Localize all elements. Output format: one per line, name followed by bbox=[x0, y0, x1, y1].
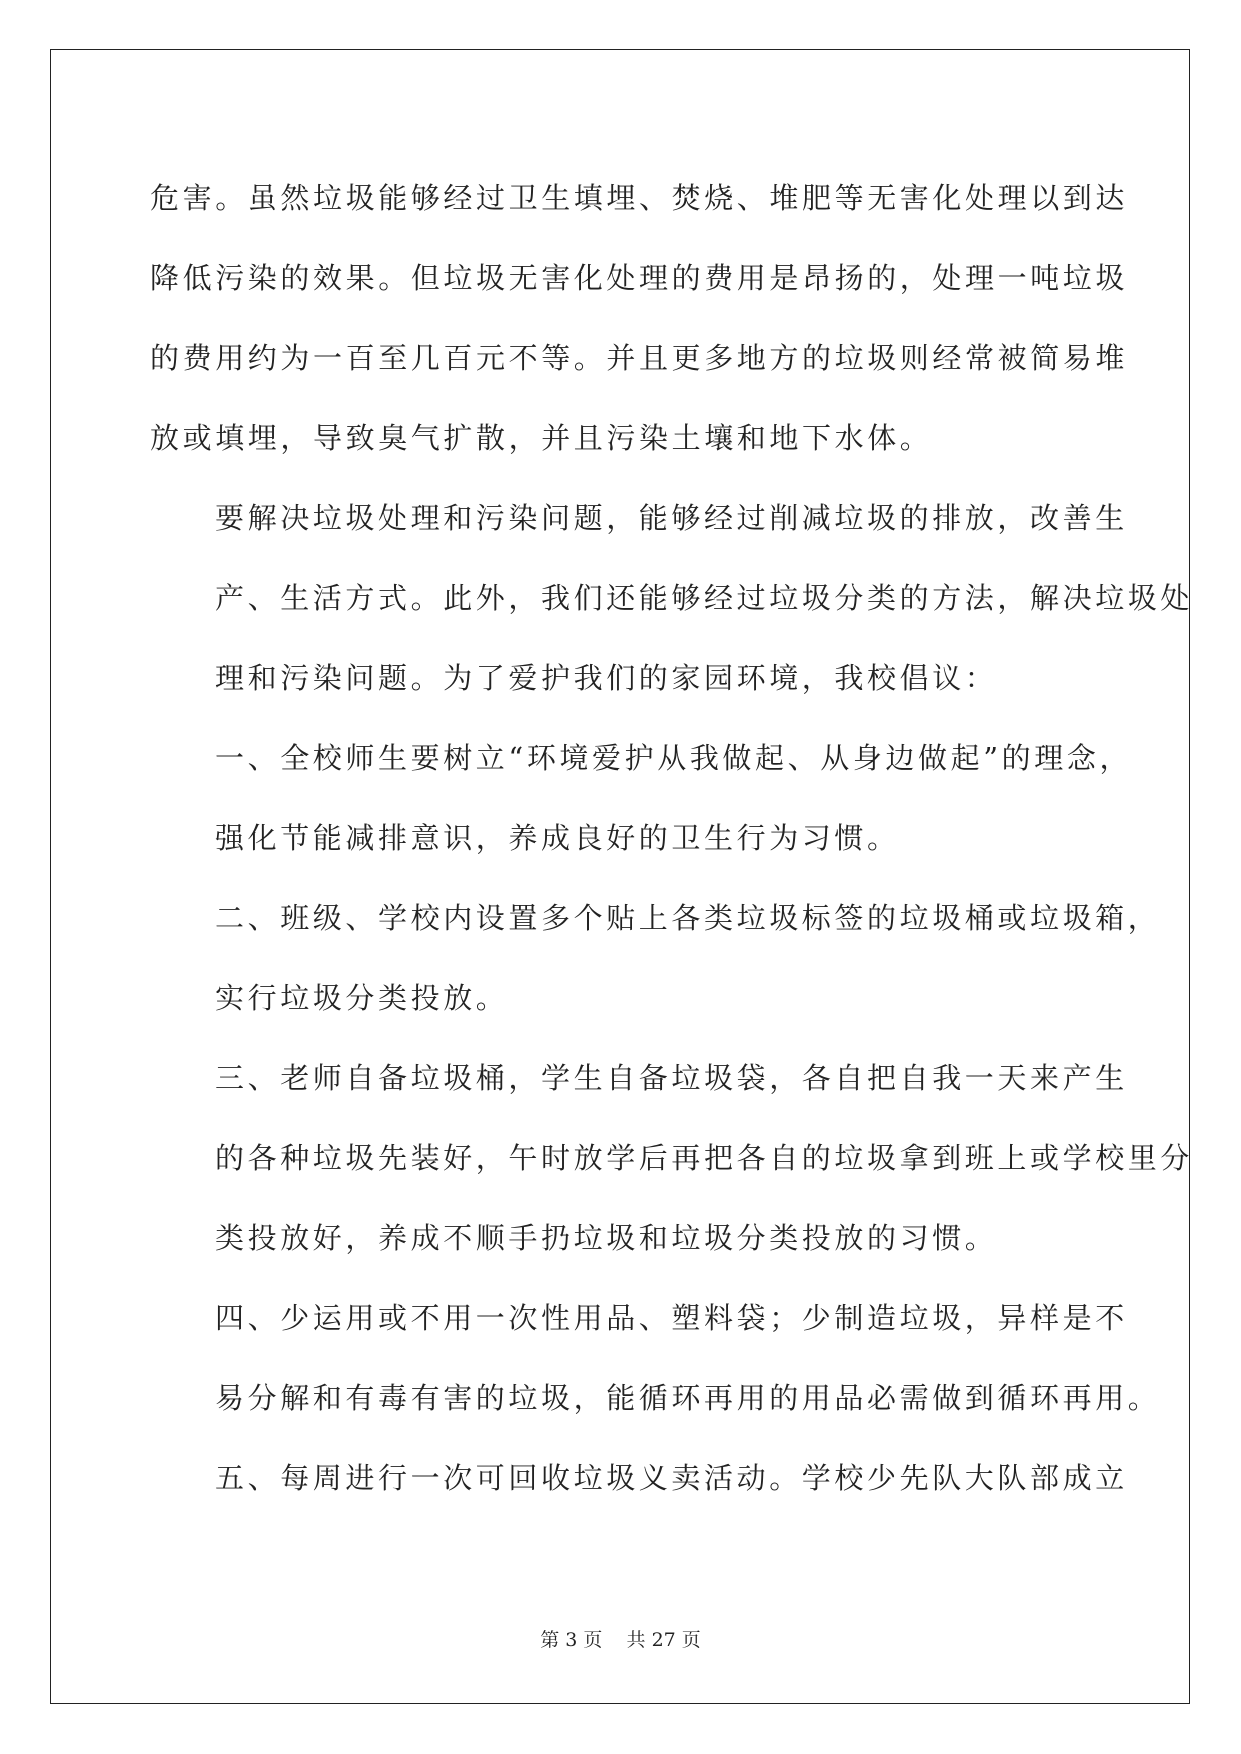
paragraph bbox=[150, 1038, 1194, 1278]
text-line: 的费用约为一百至几百元不等。并且更多地方的垃圾则经常被简易堆 bbox=[150, 341, 1129, 375]
document-body bbox=[150, 158, 1194, 1518]
text-line: 二、班级、学校内设置多个贴上各类垃圾标签的垃圾桶或垃圾箱， bbox=[215, 901, 1161, 935]
text-line: 易分解和有毒有害的垃圾，能循环再用的用品必需做到循环再用。 bbox=[215, 1381, 1161, 1415]
text-line: 降低污染的效果。但垃圾无害化处理的费用是昂扬的，处理一吨垃圾 bbox=[150, 261, 1129, 295]
text-line: 类投放好，养成不顺手扔垃圾和垃圾分类投放的习惯。 bbox=[215, 1221, 998, 1255]
text-line: 产、生活方式。此外，我们还能够经过垃圾分类的方法，解决垃圾处 bbox=[215, 581, 1194, 615]
paragraph bbox=[150, 478, 1194, 718]
text-line: 五、每周进行一次可回收垃圾义卖活动。学校少先队大队部成立 bbox=[215, 1461, 1128, 1495]
paragraph bbox=[150, 1438, 1128, 1518]
paragraph bbox=[150, 1278, 1161, 1438]
page-number: 第 3 页 bbox=[540, 1629, 603, 1651]
text-line: 理和污染问题。为了爱护我们的家园环境，我校倡议： bbox=[215, 661, 998, 695]
page-footer bbox=[0, 1625, 1241, 1652]
text-line: 的各种垃圾先装好，午时放学后再把各自的垃圾拿到班上或学校里分 bbox=[215, 1141, 1194, 1175]
text-line: 要解决垃圾处理和污染问题，能够经过削减垃圾的排放，改善生 bbox=[215, 501, 1128, 535]
text-line: 强化节能减排意识，养成良好的卫生行为习惯。 bbox=[215, 821, 900, 855]
text-line: 三、老师自备垃圾桶，学生自备垃圾袋，各自把自我一天来产生 bbox=[215, 1061, 1128, 1095]
paragraph bbox=[150, 878, 1161, 1038]
text-line: 危害。虽然垃圾能够经过卫生填埋、焚烧、堆肥等无害化处理以到达 bbox=[150, 181, 1129, 215]
text-line: 放或填埋，导致臭气扩散，并且污染土壤和地下水体。 bbox=[150, 421, 933, 455]
page-total: 共 27 页 bbox=[626, 1629, 701, 1651]
text-line: 实行垃圾分类投放。 bbox=[215, 981, 509, 1015]
paragraph bbox=[150, 718, 1133, 878]
text-line: 一、全校师生要树立“环境爱护从我做起、从身边做起”的理念， bbox=[215, 741, 1133, 775]
paragraph bbox=[150, 158, 1129, 478]
text-line: 四、少运用或不用一次性用品、塑料袋；少制造垃圾，异样是不 bbox=[215, 1301, 1128, 1335]
